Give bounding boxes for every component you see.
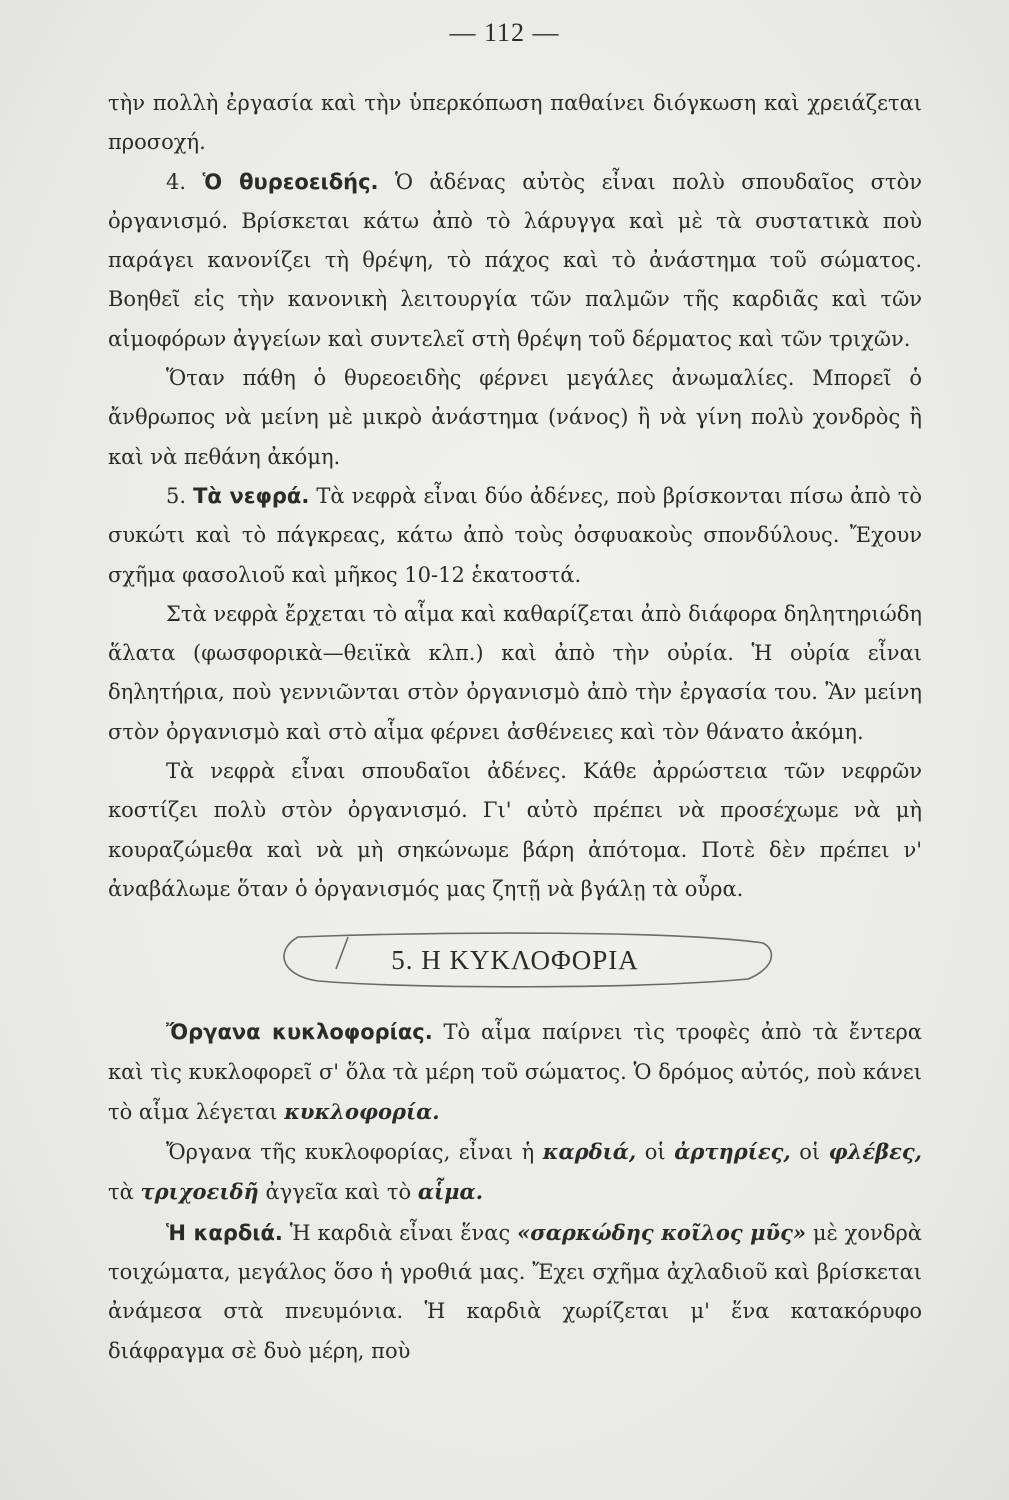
paragraph-p1: [108, 84, 922, 163]
paragraph-heading: Ὄργανα κυκλοφορίας.: [166, 1020, 433, 1045]
key-term: τριχοειδῆ: [140, 1179, 259, 1205]
text-run: Τὰ νεφρὰ εἶναι δύο ἀδένες, ποὺ βρίσκονται πίσω ἀπὸ τὸ συκώτι καὶ τὸ πάγκρεας, κάτω ἀπὸ τοὺς ὀσφυακοὺς σπονδύλους. Ἔχουν σχῆμα φασολιοῦ καὶ μῆκος 10-12 ἑκατοστά.: [108, 483, 922, 587]
paragraph-heading: Ἡ καρδιά.: [166, 1220, 283, 1245]
text-run: ἀγγεῖα καὶ τὸ: [258, 1180, 418, 1205]
paragraph-heading: Τὰ νεφρά.: [193, 483, 310, 508]
paragraph-p7: [108, 1013, 922, 1132]
text-run: Ὅταν πάθη ὁ θυρεοειδὴς φέρνει μεγάλες ἀνωμαλίες. Μπορεῖ ὁ ἄνθρωπος νὰ μείνη μὲ μικρὸ ἀνάστημα (νάνος) ἢ νὰ γίνη πολὺ χονδρὸς ἢ καὶ νὰ πεθάνη ἀκόμη.: [108, 366, 922, 469]
text-run: τὰ: [108, 1180, 141, 1205]
text-run: Στὰ νεφρὰ ἔρχεται τὸ αἷμα καὶ καθαρίζεται ἀπὸ διάφορα δηλητηριώδη ἅλατα (φωσφορικὰ—θειϊκὰ κλπ.) καὶ ἀπὸ τὴν οὐρία. Ἡ οὐρία εἶναι δηλητήρια, ποὺ γεννιῶνται στὸν ὀργανισμὸ ἀπὸ τὴν ἐργασία του. Ἂν μείνη στὸν ὀργανισμὸ καὶ στὸ αἷμα φέρνει ἀσθένειες καὶ τὸν θάνατο ἀκόμη.: [108, 601, 922, 744]
key-term: καρδιά,: [542, 1139, 637, 1165]
text-run: 5.: [166, 483, 194, 508]
text-run: οἱ: [790, 1140, 829, 1165]
text-run: οἱ: [636, 1140, 675, 1165]
page-number: — 112 —: [449, 18, 560, 47]
key-term: φλέβες,: [828, 1139, 922, 1165]
text-run: τὴν πολλὴ ἐργασία καὶ τὴν ὑπερκόπωση παθαίνει διόγκωση καὶ χρειάζεται προσοχή.: [108, 91, 922, 155]
text-run: Ὄργανα τῆς κυκλοφορίας, εἶναι ἡ: [166, 1140, 543, 1165]
paragraph-p5: [108, 595, 922, 752]
paragraph-p4: [108, 477, 922, 595]
section-glands-text: [108, 84, 922, 909]
paragraph-heading: Ὁ θυρεοειδής.: [202, 169, 379, 194]
key-term: αἷμα.: [417, 1179, 484, 1205]
text-run: Ἡ καρδιὰ εἶναι ἕνας: [282, 1220, 518, 1245]
paragraph-p3: [108, 359, 922, 477]
paragraph-p8: [108, 1132, 922, 1213]
text-run: 4.: [166, 169, 203, 194]
section-heading: 5. Η ΚΥΚΛΟΦΟΡΙΑ: [391, 945, 639, 976]
text-run: Ὁ ἀδένας αὐτὸς εἶναι πολὺ σπουδαῖος στὸν ὀργανισμό. Βρίσκεται κάτω ἀπὸ τὸ λάρυγγα καὶ μὲ τὰ συστατικὰ ποὺ παράγει κανονίζει τὴ θρέψη, τὸ πάχος καὶ τὸ ἀνάστημα τοῦ σώματος. Βοηθεῖ εἰς τὴν κανονικὴ λειτουργία τῶν παλμῶν τῆς καρδιᾶς καὶ τῶν αἱμοφόρων ἀγγείων καὶ συντελεῖ στὴ θρέψη τοῦ δέρματος καὶ τῶν τριχῶν.: [108, 169, 923, 351]
section-heading-box: [108, 929, 922, 991]
key-term: «σαρκώδης κοῖλος μῦς»: [517, 1219, 806, 1245]
paragraph-p9: [108, 1213, 922, 1371]
paragraph-p2: [108, 163, 922, 359]
key-term: ἀρτηρίες,: [674, 1139, 791, 1165]
text-run: Τὸ αἷμα παίρνει τὶς τροφὲς ἀπὸ τὰ ἔντερα καὶ τὶς κυκλοφορεῖ σ' ὅλα τὰ μέρη τοῦ σώματος. Ὁ δρόμος αὐτός, ποὺ κάνει τὸ αἷμα λέγεται: [108, 1020, 922, 1124]
key-term: κυκλοφορία.: [284, 1098, 440, 1124]
body-text: [108, 84, 922, 1371]
text-run: Τὰ νεφρὰ εἶναι σπουδαῖοι ἀδένες. Κάθε ἀρρώστεια τῶν νεφρῶν κοστίζει πολὺ στὸν ὀργανισμό. Γι' αὐτὸ πρέπει νὰ προσέχωμε νὰ μὴ κουραζώμεθα καὶ νὰ μὴ σηκώνωμε βάρη ἀπότομα. Ποτὲ δὲν πρέπει ν' ἀναβάλωμε ὅταν ὁ ὀργανισμός μας ζητῇ νὰ βγάλῃ τὰ οὖρα.: [108, 759, 922, 901]
section-circulation-text: [108, 1013, 922, 1371]
text-run: μὲ χονδρὰ τοιχώματα, μεγάλος ὅσο ἡ γροθιά μας. Ἔχει σχῆμα ἀχλαδιοῦ καὶ βρίσκεται ἀνάμεσα στὰ πνευμόνια. Ἡ καρδιὰ χωρίζεται μ' ἕνα κατακόρυφο διάφραγμα σὲ δυὸ μέρη, ποὺ: [108, 1220, 922, 1363]
paragraph-p6: [108, 752, 922, 909]
